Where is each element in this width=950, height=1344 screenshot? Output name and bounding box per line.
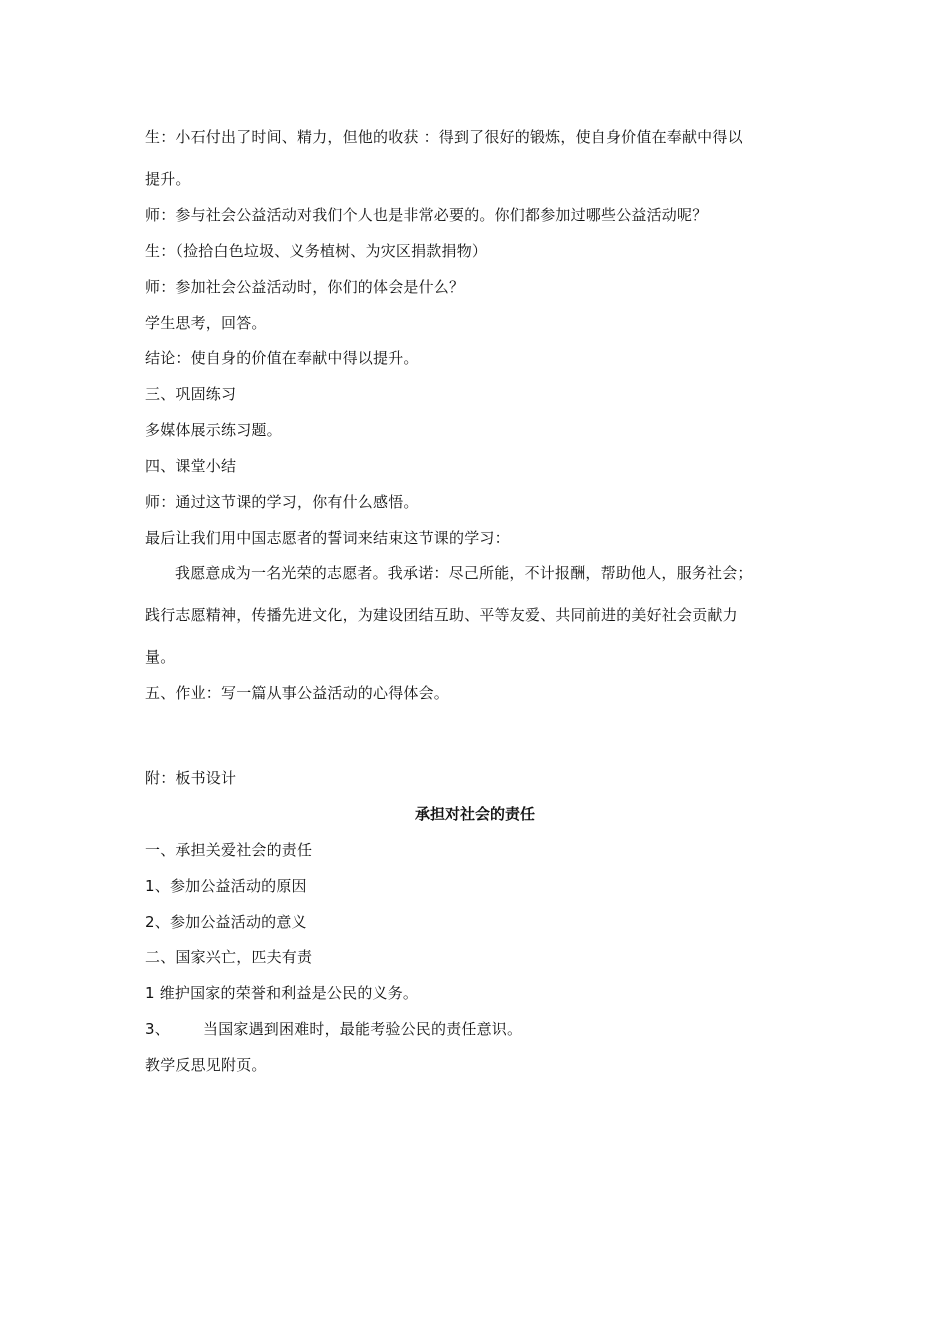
appendix-label: 附：板书设计 — [145, 769, 237, 787]
board-design-title: 承担对社会的责任 — [414, 805, 535, 823]
section-heading-summary: 四、课堂小结 — [145, 457, 237, 475]
outline-item-2-1: 1 维护国家的荣誉和利益是公民的义务。 — [145, 984, 419, 1002]
dialogue-line-teacher-2: 师：参加社会公益活动时，你们的体会是什么？ — [145, 278, 465, 296]
dialogue-line-student-2: 生：（捡拾白色垃圾、义务植树、为灾区捐款捐物） — [145, 242, 488, 260]
outline-item-2: 二、国家兴亡，匹夫有责 — [145, 948, 313, 966]
reflection-note: 教学反思见附页。 — [145, 1056, 267, 1074]
oath-line-3: 量。 — [145, 648, 176, 666]
dialogue-line-continuation: 提升。 — [145, 170, 191, 188]
outline-item-number: 3、 — [145, 1020, 170, 1038]
outline-item-1-1: 1、参加公益活动的原因 — [145, 877, 307, 895]
dialogue-line-teacher-1: 师：参与社会公益活动对我们个人也是非常必要的。你们都参加过哪些公益活动呢？ — [145, 206, 708, 224]
dialogue-line-teacher-3: 师：通过这节课的学习，你有什么感悟。 — [145, 493, 419, 511]
oath-line-2: 践行志愿精神，传播先进文化，为建设团结互助、平等友爱、共同前进的美好社会贡献力 — [145, 606, 738, 624]
oath-line-1: 我愿意成为一名光荣的志愿者。我承诺：尽己所能，不计报酬，帮助他人，服务社会； — [175, 564, 753, 582]
outline-item-text: 当国家遇到困难时，最能考验公民的责任意识。 — [203, 1020, 523, 1038]
outline-item-1: 一、承担关爱社会的责任 — [145, 841, 313, 859]
closing-intro-line: 最后让我们用中国志愿者的誓词来结束这节课的学习： — [145, 529, 510, 547]
outline-item-2-3 — [145, 1019, 522, 1039]
practice-line: 多媒体展示练习题。 — [145, 421, 282, 439]
dialogue-line-student-1: 生：小石付出了时间、精力，但他的收获 ：得到了很好的锻炼，使自身价值在奉献中得以 — [145, 128, 743, 146]
section-heading-practice: 三、巩固练习 — [145, 385, 237, 403]
student-response-line: 学生思考，回答。 — [145, 314, 267, 332]
conclusion-line: 结论：使自身的价值在奉献中得以提升。 — [145, 349, 419, 367]
section-heading-homework: 五、作业：写一篇从事公益活动的心得体会。 — [145, 684, 450, 702]
outline-item-1-2: 2、参加公益活动的意义 — [145, 913, 307, 931]
